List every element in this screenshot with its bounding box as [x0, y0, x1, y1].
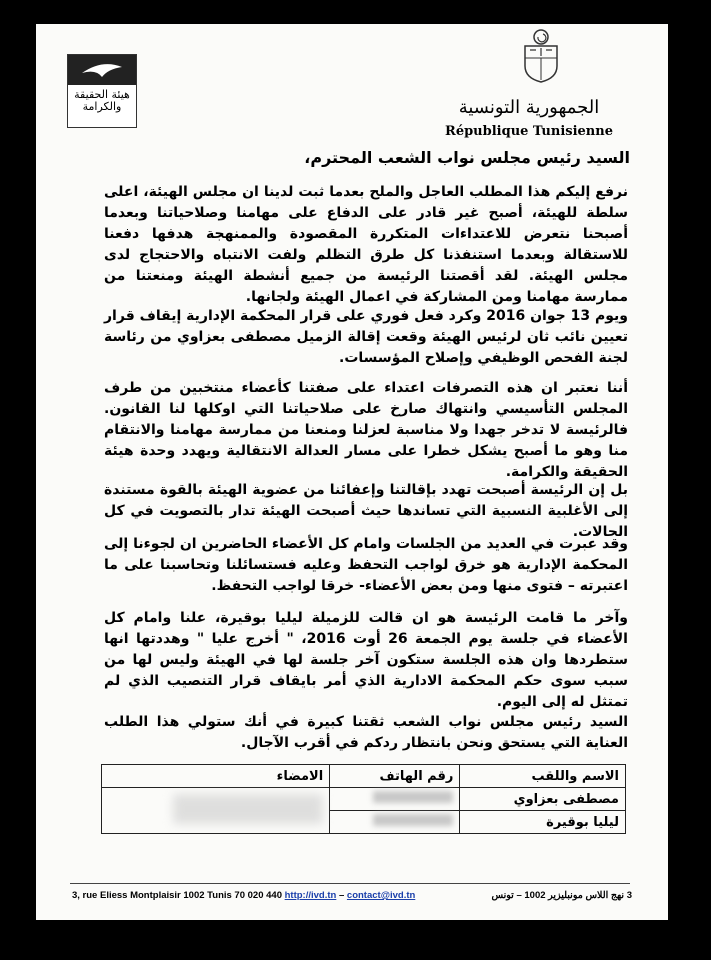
paragraph-3: أننا نعتبر ان هذه التصرفات اعتداء على صفتنا كأعضاء منتخبين من طرف المجلس التأسيسي وانتهاك صارخ على صلاحياتنا التي اوكلها لنا القانون. فالرئيسة لا تدخر جهدا ولا مناسبة لعزلنا ومنعنا من ممارسة مهامنا والانتقام منا وهو ما أصبح يشكل خطرا على مسار العدالة الانتقالية ويهدد وحدة هيئة الحقيقة والكرامة. — [104, 380, 628, 480]
footer-separator: – — [338, 890, 345, 901]
paragraph-4: بل إن الرئيسة أصبحت تهدد بإقالتنا وإعفائنا من عضوية الهيئة بالقوة مستندة إلى الأغلبية النسبية التي تساندها حيث أصبحت الهيئة تدار بالتصويت في كل الحالات. — [104, 482, 628, 540]
email-link[interactable]: contact@ivd.tn — [346, 890, 416, 901]
paragraph-5: وقد عبرت في العديد من الجلسات وامام كل الأعضاء الحاضرين ان لجوءنا إلى المحكمة الإدارية هو خرق لواجب التحفظ وعليه فستسائلنا وتحاسبنا على ما اعتبرته – فتوى منها ومن بعض الأعضاء- خرقا لواجب التحفظ. — [104, 536, 628, 594]
republic-french: République Tunisienne — [445, 124, 613, 139]
column-header-name: الاسم واللقب — [460, 765, 626, 788]
redacted-signature — [102, 788, 330, 834]
footer — [72, 890, 632, 901]
footer-address-fr: 3, rue Eliess Montplaisir 1002 Tunis 70 020 440 — [72, 890, 282, 901]
paragraph-2: ويوم 13 جوان 2016 وكرد فعل فوري على قرار المحكمة الإدارية إيقاف قرار تعيين نائب ثان لرئيس الهيئة وقعت إقالة الزميل مصطفى بعزاوي من رئاسة لجنة الفحص الوظيفي وإصلاح المؤسسات. — [104, 308, 628, 366]
logo-text: هيئة الحقيقة والكرامة — [74, 88, 130, 113]
table-header-row — [102, 765, 626, 788]
redacted-phone — [330, 811, 460, 834]
column-header-signature: الامضاء — [102, 765, 330, 788]
footer-divider — [70, 883, 630, 884]
tunisia-coat-of-arms-icon — [520, 28, 562, 84]
paragraph-7: السيد رئيس مجلس نواب الشعب ثقتنا كبيرة في أنك ستولي هذا الطلب العناية التي يستحق ونحن بانتظار ردكم في أقرب الآجال. — [104, 714, 628, 751]
redacted-phone — [330, 788, 460, 811]
signer-name: مصطفى بعزاوي — [460, 788, 626, 811]
salutation: السيد رئيس مجلس نواب الشعب المحترم، — [304, 148, 630, 167]
republic-arabic: الجمهورية التونسية — [458, 97, 600, 118]
logo-mark-icon — [68, 55, 136, 85]
website-link[interactable]: http://ivd.tn — [284, 890, 337, 901]
table-row — [102, 788, 626, 811]
paragraph-6: وآخر ما قامت الرئيسة هو ان قالت للزميلة ليليا بوقيرة، علنا وامام كل الأعضاء في جلسة يوم الجمعة 26 أوت 2016، " أخرج عليا " وهددتها انها ستطردها وان هذه الجلسة ستكون آخر جلسة لها في الهيئة وليس لها من سبب سوى حكم المحكمة الادارية الذي أمر بايقاف قرار التنصيب الذي لم تمتثل له إلى اليوم. — [104, 610, 628, 710]
column-header-phone: رقم الهاتف — [330, 765, 460, 788]
signer-name: ليليا بوقيرة — [460, 811, 626, 834]
footer-address-ar: 3 نهج اللاس مونبليزير 1002 – تونس — [491, 890, 632, 901]
paragraph-1: نرفع إليكم هذا المطلب العاجل والملح بعدما ثبت لدينا ان مجلس الهيئة، اعلى سلطة للهيئة، أصبح غير قادر على الدفاع على مهامنا وصلاحياتنا وبعدما أصبحنا نتعرض للاعتداءات المتكررة المقصودة والممنهجة هدفها دفعنا للاستقالة وبعدما استنفذنا كل طرق التظلم ولفت الانتباه والاحتجاج لدى مجلس الهيئة. لقد أقصتنا الرئيسة من جميع أنشطة الهيئة ومنعتنا من ممارسة مهامنا ومن المشاركة في اعمال الهيئة ولجانها. — [104, 184, 628, 305]
signature-table — [101, 764, 626, 834]
ivd-logo — [67, 54, 137, 128]
